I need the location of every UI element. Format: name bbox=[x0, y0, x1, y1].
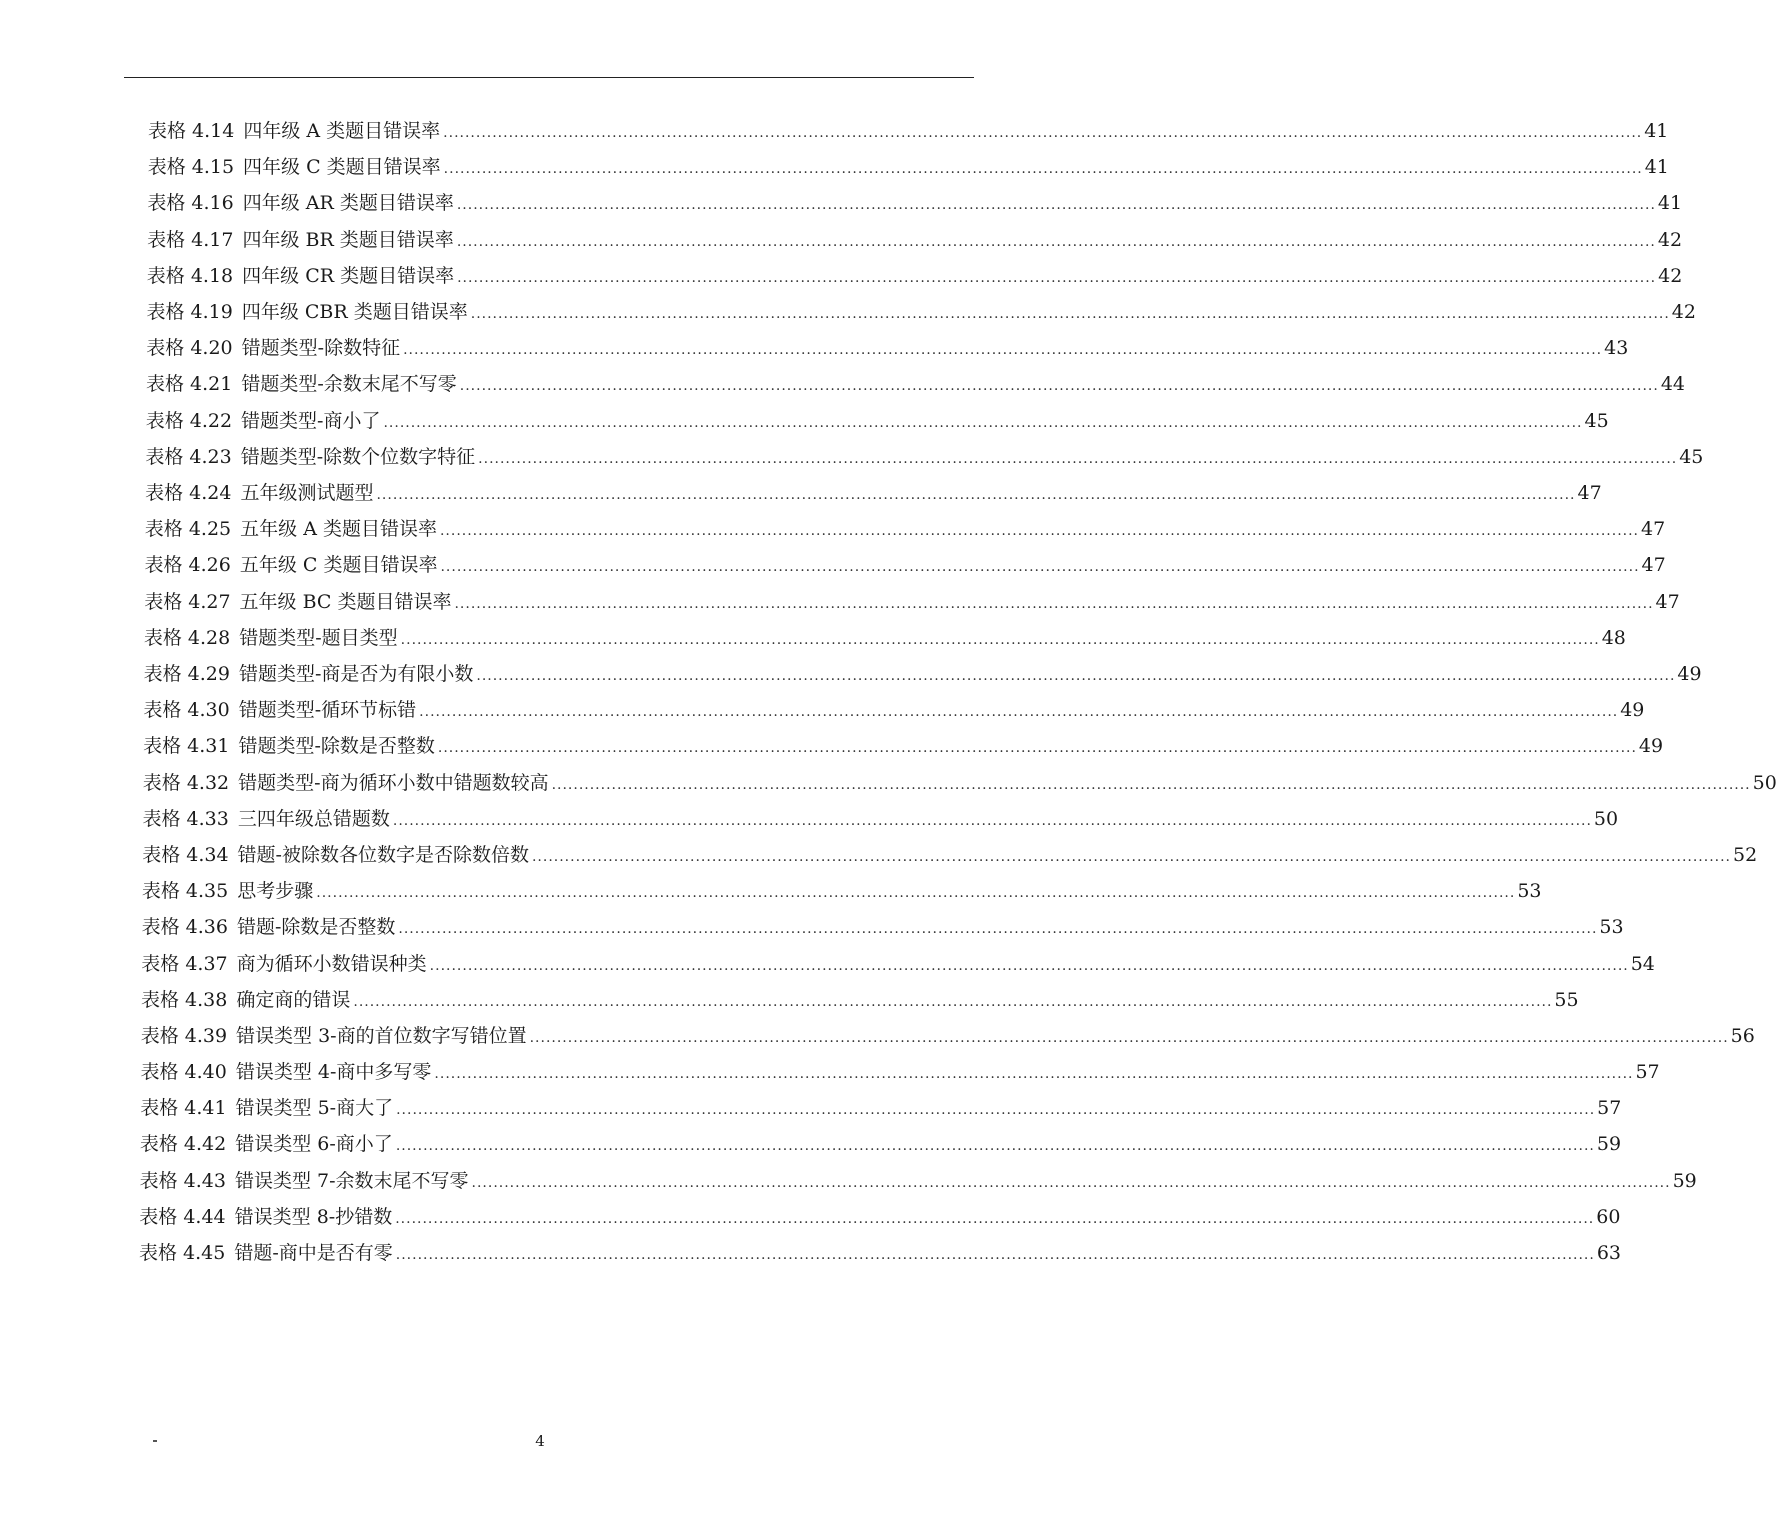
toc-entry bbox=[144, 551, 1666, 579]
table-title: 错题类型-除数是否整数 bbox=[238, 735, 435, 758]
toc-entry bbox=[142, 769, 1777, 797]
toc-entry bbox=[147, 226, 1683, 254]
toc-entry bbox=[142, 805, 1619, 833]
table-label: 表格 4.32 bbox=[142, 771, 230, 794]
table-label: 表格 4.19 bbox=[146, 301, 233, 323]
table-page-number: 50 bbox=[1752, 771, 1777, 794]
dot-leader: ............................................................................................................................................................................................................................ bbox=[476, 667, 1676, 684]
table-page-number: 53 bbox=[1599, 916, 1624, 939]
dot-leader: ............................................................................................................................................................................................................................ bbox=[457, 269, 1657, 286]
table-page-number: 57 bbox=[1597, 1097, 1622, 1120]
table-label: 表格 4.31 bbox=[143, 735, 230, 758]
table-title: 错题类型-除数个位数字特征 bbox=[240, 445, 476, 468]
table-page-number: 47 bbox=[1641, 518, 1666, 541]
toc-entry bbox=[146, 334, 1629, 362]
table-title: 四年级 BR 类题目错误率 bbox=[242, 228, 454, 251]
toc-entry bbox=[142, 841, 1758, 869]
toc-entry bbox=[148, 117, 1669, 145]
dot-leader: ............................................................................................................................................................................................................................ bbox=[353, 993, 1553, 1010]
table-page-number: 41 bbox=[1644, 120, 1669, 142]
table-title: 错题-被除数各位数字是否除数倍数 bbox=[237, 843, 529, 866]
table-title: 五年级 C 类题目错误率 bbox=[239, 554, 438, 577]
table-label: 表格 4.43 bbox=[139, 1169, 226, 1192]
toc-entry bbox=[140, 1022, 1755, 1050]
table-label: 表格 4.40 bbox=[140, 1061, 227, 1083]
table-page-number: 49 bbox=[1677, 662, 1702, 685]
toc-entry bbox=[145, 443, 1704, 471]
table-page-number: 42 bbox=[1658, 264, 1683, 287]
page-number: 4 bbox=[535, 1432, 545, 1450]
toc-entry bbox=[141, 913, 1624, 941]
table-page-number: 59 bbox=[1672, 1169, 1697, 1192]
dot-leader: ............................................................................................................................................................................................................................ bbox=[400, 631, 1600, 648]
dot-leader: ............................................................................................................................................................................................................................ bbox=[429, 957, 1629, 974]
table-title: 四年级 A 类题目错误率 bbox=[243, 120, 441, 142]
table-title: 错误类型 6-商小了 bbox=[235, 1133, 393, 1156]
table-label: 表格 4.23 bbox=[145, 445, 232, 468]
table-label: 表格 4.35 bbox=[141, 880, 229, 903]
table-label: 表格 4.41 bbox=[140, 1097, 227, 1120]
table-label: 表格 4.27 bbox=[144, 590, 231, 613]
dot-leader: ............................................................................................................................................................................................................................ bbox=[396, 1102, 1596, 1119]
table-title: 错误类型 4-商中多写零 bbox=[235, 1061, 432, 1083]
table-title: 五年级测试题型 bbox=[240, 481, 374, 504]
table-page-number: 49 bbox=[1638, 735, 1664, 758]
dot-leader: ............................................................................................................................................................................................................................ bbox=[459, 378, 1659, 395]
table-label: 表格 4.39 bbox=[140, 1024, 228, 1047]
table-label: 表格 4.17 bbox=[147, 228, 234, 251]
table-title: 错误类型 3-商的首位数字写错位置 bbox=[236, 1024, 527, 1047]
table-title: 五年级 BC 类题目错误率 bbox=[239, 590, 452, 613]
dot-leader: ............................................................................................................................................................................................................................ bbox=[471, 1174, 1671, 1191]
table-page-number: 55 bbox=[1554, 988, 1579, 1011]
table-title: 错题类型-题目类型 bbox=[239, 626, 398, 649]
table-page-number: 60 bbox=[1596, 1205, 1621, 1228]
dot-leader: ............................................................................................................................................................................................................................ bbox=[383, 414, 1583, 431]
table-label: 表格 4.15 bbox=[147, 156, 235, 179]
table-label: 表格 4.25 bbox=[144, 518, 232, 541]
table-title: 五年级 A 类题目错误率 bbox=[240, 518, 437, 541]
table-page-number: 59 bbox=[1596, 1133, 1622, 1156]
dot-leader: ............................................................................................................................................................................................................................ bbox=[456, 197, 1656, 214]
table-page-number: 53 bbox=[1517, 880, 1542, 903]
table-title: 确定商的错误 bbox=[236, 988, 351, 1011]
toc-entry bbox=[140, 1058, 1660, 1086]
table-page-number: 54 bbox=[1630, 952, 1655, 975]
toc-entry bbox=[146, 370, 1686, 398]
table-page-number: 63 bbox=[1596, 1242, 1622, 1264]
table-page-number: 50 bbox=[1593, 807, 1619, 830]
toc-entry bbox=[141, 877, 1542, 905]
dot-leader: ............................................................................................................................................................................................................................ bbox=[376, 486, 1576, 503]
dot-leader: ............................................................................................................................................................................................................................ bbox=[439, 523, 1640, 540]
table-label: 表格 4.36 bbox=[141, 916, 228, 939]
table-label: 表格 4.30 bbox=[143, 699, 230, 722]
table-title: 错题类型-余数末尾不写零 bbox=[241, 373, 457, 396]
dot-leader: ............................................................................................................................................................................................................................ bbox=[437, 740, 1637, 757]
table-page-number: 44 bbox=[1660, 373, 1686, 396]
table-page-number: 43 bbox=[1604, 337, 1629, 360]
table-page-number: 47 bbox=[1655, 590, 1680, 613]
table-page-number: 56 bbox=[1730, 1024, 1755, 1047]
toc-entry bbox=[139, 1239, 1622, 1267]
table-title: 错误类型 8-抄错数 bbox=[234, 1205, 393, 1228]
table-title: 思考步骤 bbox=[237, 880, 314, 903]
dot-leader: ............................................................................................................................................................................................................................ bbox=[395, 1210, 1595, 1227]
table-label: 表格 4.22 bbox=[145, 409, 233, 432]
toc-entry bbox=[140, 1094, 1622, 1122]
table-label: 表格 4.33 bbox=[142, 807, 229, 830]
dot-leader: ............................................................................................................................................................................................................................ bbox=[419, 704, 1619, 721]
table-label: 表格 4.20 bbox=[146, 337, 233, 360]
table-title: 四年级 AR 类题目错误率 bbox=[242, 192, 454, 215]
table-title: 三四年级总错题数 bbox=[237, 807, 390, 830]
toc-entry bbox=[145, 479, 1602, 507]
toc-entry bbox=[147, 153, 1669, 181]
dot-leader: ............................................................................................................................................................................................................................ bbox=[392, 812, 1592, 829]
table-title: 错题类型-商小了 bbox=[241, 409, 381, 432]
dot-leader: ............................................................................................................................................................................................................................ bbox=[531, 848, 1732, 865]
table-label: 表格 4.28 bbox=[143, 626, 231, 649]
toc-entry bbox=[146, 262, 1683, 290]
table-label: 表格 4.26 bbox=[144, 554, 231, 577]
table-title: 错题类型-商为循环小数中错题数较高 bbox=[238, 771, 549, 794]
toc-entry bbox=[144, 515, 1666, 543]
table-page-number: 48 bbox=[1601, 626, 1626, 649]
table-label: 表格 4.37 bbox=[141, 952, 228, 975]
table-label: 表格 4.18 bbox=[146, 264, 234, 287]
table-title: 错误类型 7-余数末尾不写零 bbox=[234, 1169, 469, 1192]
table-label: 表格 4.42 bbox=[139, 1133, 227, 1156]
table-title: 四年级 CR 类题目错误率 bbox=[242, 264, 455, 287]
table-page-number: 42 bbox=[1657, 228, 1683, 251]
table-label: 表格 4.14 bbox=[148, 120, 235, 142]
toc-entry bbox=[145, 407, 1609, 435]
table-label: 表格 4.44 bbox=[139, 1205, 226, 1228]
table-title: 错题-商中是否有零 bbox=[234, 1242, 393, 1264]
dot-leader: ............................................................................................................................................................................................................................ bbox=[398, 921, 1598, 938]
table-page-number: 41 bbox=[1644, 156, 1669, 179]
toc-entry bbox=[143, 624, 1626, 652]
toc-entry bbox=[144, 588, 1680, 616]
toc-entry bbox=[141, 986, 1579, 1014]
dot-leader: ............................................................................................................................................................................................................................ bbox=[456, 233, 1656, 250]
dot-leader: ............................................................................................................................................................................................................................ bbox=[478, 450, 1678, 467]
scan-speck bbox=[153, 1440, 157, 1442]
toc-entry bbox=[146, 298, 1696, 326]
table-page-number: 47 bbox=[1577, 481, 1602, 504]
dot-leader: ............................................................................................................................................................................................................................ bbox=[395, 1138, 1595, 1155]
table-label: 表格 4.34 bbox=[142, 843, 229, 866]
table-title: 商为循环小数错误种类 bbox=[236, 952, 427, 975]
table-page-number: 49 bbox=[1620, 699, 1645, 722]
toc-entry bbox=[139, 1167, 1697, 1195]
table-title: 错题类型-商是否为有限小数 bbox=[238, 662, 474, 685]
toc-entry bbox=[143, 696, 1645, 724]
table-title: 四年级 C 类题目错误率 bbox=[243, 156, 441, 179]
table-label: 表格 4.29 bbox=[143, 662, 230, 685]
dot-leader: ............................................................................................................................................................................................................................ bbox=[440, 559, 1640, 576]
toc-entry bbox=[139, 1130, 1622, 1158]
table-page-number: 45 bbox=[1679, 445, 1704, 468]
dot-leader: ............................................................................................................................................................................................................................ bbox=[316, 885, 1516, 902]
dot-leader: ............................................................................................................................................................................................................................ bbox=[454, 595, 1654, 612]
table-title: 错题类型-循环节标错 bbox=[238, 699, 417, 722]
table-label: 表格 4.16 bbox=[147, 192, 234, 215]
dot-leader: ............................................................................................................................................................................................................................ bbox=[434, 1066, 1634, 1082]
table-label: 表格 4.24 bbox=[145, 481, 232, 504]
table-page-number: 47 bbox=[1641, 554, 1666, 577]
dot-leader: ............................................................................................................................................................................................................................ bbox=[443, 125, 1643, 141]
table-label: 表格 4.21 bbox=[146, 373, 233, 396]
toc-entry bbox=[141, 950, 1655, 978]
table-title: 错题-除数是否整数 bbox=[236, 916, 396, 939]
dot-leader: ............................................................................................................................................................................................................................ bbox=[443, 161, 1643, 178]
table-title: 错题类型-除数特征 bbox=[241, 337, 401, 360]
table-title: 错误类型 5-商大了 bbox=[235, 1097, 394, 1120]
toc-entry bbox=[143, 660, 1702, 688]
table-page-number: 57 bbox=[1635, 1061, 1660, 1083]
table-page-number: 52 bbox=[1733, 843, 1758, 866]
toc-entry bbox=[143, 732, 1664, 760]
table-label: 表格 4.45 bbox=[139, 1242, 226, 1264]
table-label: 表格 4.38 bbox=[141, 988, 228, 1011]
toc-entry bbox=[139, 1203, 1621, 1231]
toc-entry bbox=[147, 189, 1683, 217]
table-page-number: 42 bbox=[1671, 301, 1696, 323]
table-page-number: 41 bbox=[1657, 192, 1683, 215]
dot-leader: ............................................................................................................................................................................................................................ bbox=[395, 1247, 1595, 1263]
dot-leader: ............................................................................................................................................................................................................................ bbox=[470, 306, 1670, 322]
dot-leader: ............................................................................................................................................................................................................................ bbox=[529, 1029, 1729, 1046]
table-title: 四年级 CBR 类题目错误率 bbox=[241, 301, 468, 323]
dot-leader: ............................................................................................................................................................................................................................ bbox=[551, 776, 1751, 793]
dot-leader: ............................................................................................................................................................................................................................ bbox=[403, 342, 1603, 359]
table-page-number: 45 bbox=[1584, 409, 1609, 432]
